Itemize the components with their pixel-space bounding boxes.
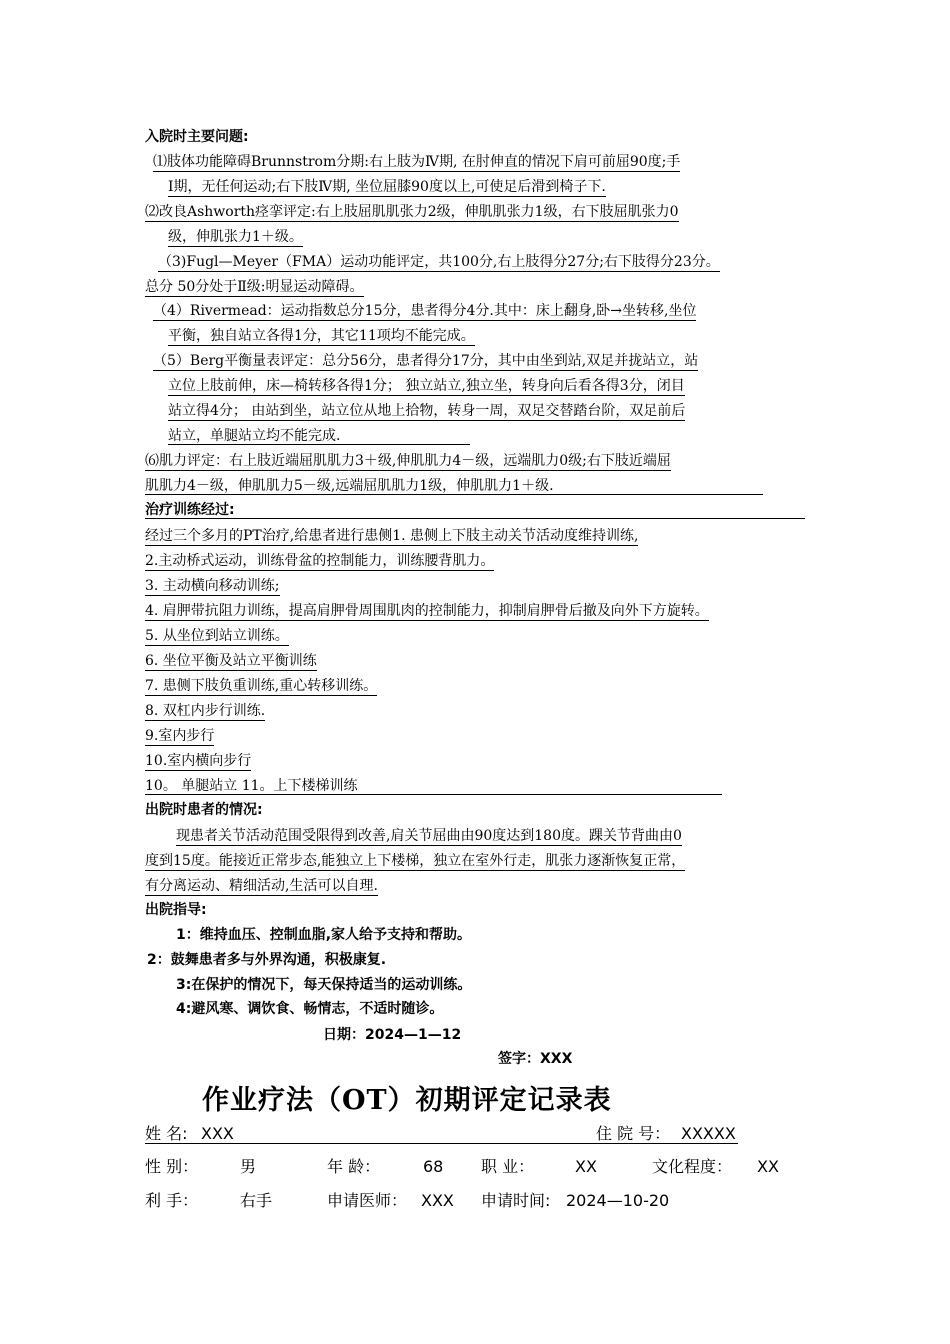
- admission-line: 站立，单腿站立均不能完成.: [168, 428, 341, 444]
- name-label: 姓 名:: [145, 1124, 188, 1143]
- underline: [145, 1143, 738, 1144]
- doctor-label: 申请医师：: [327, 1191, 408, 1210]
- admission-line: 肌肌力4－级，伸肌肌力5－级,远端屈肌肌力1级，伸肌肌力1＋级.: [145, 478, 554, 494]
- admission-line: ⑹肌力评定：右上肢近端屈肌肌力3＋级,伸肌肌力4－级，远端肌力0级;右下肢近端屈: [145, 453, 671, 469]
- underline: [145, 794, 722, 795]
- discharge-status-line: 有分离运动、精细活动,生活可以自理.: [145, 878, 378, 894]
- discharge-status-line: 现患者关节活动范围受限得到改善,肩关节屈曲由90度达到180度。踝关节背曲由0: [176, 828, 682, 844]
- admission-line: 平衡，独自站立各得1分，其它11项均不能完成。: [168, 328, 475, 344]
- form-title: 作业疗法（OT）初期评定记录表: [202, 1085, 612, 1116]
- admission-line: ⑴肢体功能障碍Brunnstrom分期:右上肢为Ⅳ期, 在肘伸直的情况下肩可前屈90度;手: [153, 154, 681, 170]
- treatment-line: 8. 双杠内步行训练.: [145, 703, 266, 719]
- request-time-value: 2024—10-20: [566, 1191, 670, 1210]
- admission-line: 立位上肢前伸，床—椅转移各得1分； 独立站立,独立坐，转身向后看各得3分，闭目: [168, 378, 685, 394]
- name-value: XXX: [201, 1124, 234, 1143]
- guidance-item: 2：鼓舞患者多与外界沟通，积极康复.: [147, 952, 387, 968]
- treatment-line: 7. 患侧下肢负重训练,重心转移训练。: [145, 678, 378, 694]
- date-text: 日期：2024—1—12: [323, 1027, 462, 1043]
- treatment-line: 10.室内横向步行: [145, 753, 252, 769]
- signature-text: 签字：XXX: [498, 1051, 573, 1067]
- discharge-status-heading: 出院时患者的情况:: [145, 802, 263, 818]
- hand-label: 利 手：: [145, 1191, 199, 1210]
- education-value: XX: [757, 1157, 779, 1176]
- admission-line: ⑵改良Ashworth痉挛评定:右上肢屈肌肌张力2级，伸肌肌张力1级，右下肢屈肌张力0: [145, 204, 679, 220]
- gender-label: 性 别：: [145, 1157, 199, 1176]
- treatment-line: 6. 坐位平衡及站立平衡训练: [145, 653, 317, 669]
- treatment-line: 4. 肩胛带抗阻力训练，提高肩胛骨周围肌肉的控制能力，抑制肩胛骨后撤及向外下方旋转。: [145, 603, 709, 619]
- age-value: 68: [423, 1157, 444, 1176]
- admission-line: 总分 50分处于Ⅱ级:明显运动障碍。: [145, 279, 364, 295]
- treatment-line: 2.主动桥式运动，训练骨盆的控制能力，训练腰背肌力。: [145, 553, 495, 569]
- guidance-item: 4:避风寒、调饮食、畅情志，不适时随诊。: [176, 1001, 444, 1017]
- underline: [145, 518, 805, 519]
- admission-line: Ⅰ期，无任何运动;右下肢Ⅳ期, 坐位屈膝90度以上,可使足后滑到椅子下.: [168, 179, 606, 195]
- admission-heading: 入院时主要问题:: [145, 129, 249, 145]
- job-value: XX: [575, 1157, 597, 1176]
- admission-line: （5）Berg平衡量表评定：总分56分，患者得分17分，其中由坐到站,双足并拢站立，站: [153, 353, 699, 369]
- hospital-no-label: 住 院 号：: [596, 1124, 671, 1143]
- admission-line: 级，伸肌张力1＋级。: [168, 229, 303, 245]
- guidance-item: 3:在保护的情况下，每天保持适当的运动训练。: [176, 977, 472, 993]
- underline: [145, 494, 763, 495]
- discharge-status-line: 度到15度。能接近正常步态,能独立上下楼梯，独立在室外行走，肌张力逐渐恢复正常，: [145, 853, 686, 869]
- treatment-line: 5. 从坐位到站立训练。: [145, 628, 289, 644]
- treatment-line: 3. 主动横向移动训练;: [145, 578, 280, 594]
- job-label: 职 业：: [481, 1157, 535, 1176]
- treatment-line: 9.室内步行: [145, 728, 215, 744]
- doctor-value: XXX: [421, 1191, 454, 1210]
- education-label: 文化程度：: [652, 1157, 733, 1176]
- treatment-line: 经过三个多月的PT治疗,给患者进行患侧1. 患侧上下肢主动关节活动度维持训练,: [145, 528, 639, 544]
- request-time-label: 申请时间:: [481, 1191, 551, 1210]
- gender-value: 男: [240, 1157, 257, 1176]
- discharge-guidance-heading: 出院指导:: [145, 902, 207, 918]
- hospital-no-value: XXXXX: [681, 1124, 736, 1143]
- admission-line: （4）Rivermead：运动指数总分15分，患者得分4分.其中：床上翻身,卧→坐转移,坐位: [153, 303, 697, 319]
- guidance-item: 1：维持血压、控制血脂,家人给予支持和帮助。: [176, 927, 472, 943]
- treatment-heading: 治疗训练经过:: [145, 502, 235, 518]
- hand-value: 右手: [240, 1191, 273, 1210]
- treatment-line: 10。 单腿站立 11。上下楼梯训练: [145, 778, 358, 794]
- admission-line: 站立得4分； 由站到坐，站立位从地上拾物，转身一周，双足交替踏台阶，双足前后: [168, 403, 686, 419]
- admission-line: （3)Fugl—Meyer（FMA）运动功能评定，共100分,右上肢得分27分;右下肢得分23分。: [158, 254, 720, 270]
- age-label: 年 龄：: [327, 1157, 381, 1176]
- underline: [168, 444, 470, 445]
